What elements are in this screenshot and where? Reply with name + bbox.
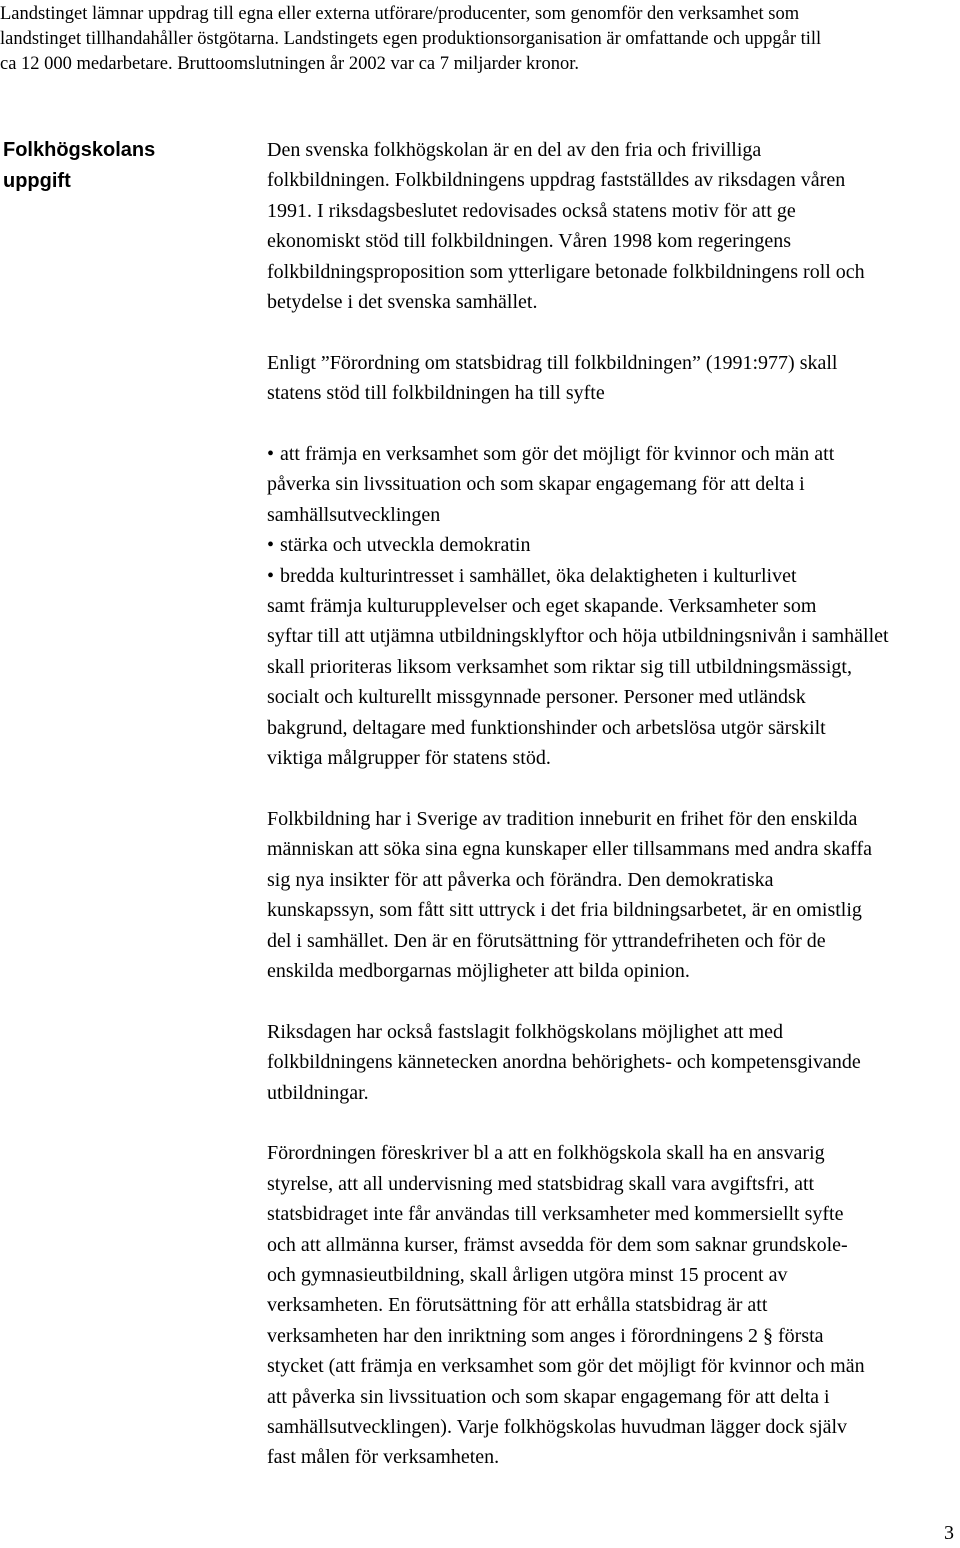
text-line: Riksdagen har också fastslagit folkhögskolans möjlighet att med (267, 1020, 784, 1043)
text-line: samhällsutvecklingen (267, 503, 441, 526)
paragraph-forordningen-foreskriver (267, 1138, 957, 1472)
text-line: Den svenska folkhögskolan är en del av den fria och frivilliga (267, 139, 762, 161)
purpose-bullet-list (267, 439, 957, 591)
paragraph-riksdagen (267, 1017, 957, 1108)
list-item (267, 530, 957, 560)
text-line: sig nya insikter för att påverka och förändra. Den demokratiska (267, 868, 774, 891)
text-line: statsbidraget inte får användas till verksamheter med kommersiellt syfte (267, 1203, 844, 1226)
text-line: bakgrund, deltagare med funktionshinder och arbetslösa utgör särskilt (267, 716, 826, 739)
text-line: människan att söka sina egna kunskaper eller tillsammans med andra skaffa (267, 838, 872, 861)
text-line: folkbildningsproposition som ytterligare betonade folkbildningens roll och (267, 260, 865, 283)
text-line: verksamheten. En förutsättning för att erhålla statsbidrag är att (267, 1294, 768, 1317)
text-line: ca 12 000 medarbetare. Bruttoomslutningen år 2002 var ca 7 miljarder kronor. (0, 54, 579, 74)
text-line: Folkbildning har i Sverige av tradition inneburit en frihet för den enskilda (267, 807, 858, 830)
text-line: syftar till att utjämna utbildningsklyftor och höja utbildningsnivån i samhället (267, 625, 889, 648)
text-line: del i samhället. Den är en förutsättning för yttrandefriheten och för de (267, 929, 826, 952)
text-line: landstinget tillhandahåller östgötarna. Landstingets egen produktionsorganisation är omfattande och uppgår till (0, 29, 822, 49)
text-line: Förordningen föreskriver bl a att en folkhögskola skall ha en ansvarig (267, 1142, 825, 1165)
text-line: enskilda medborgarnas möjligheter att bilda opinion. (267, 959, 690, 982)
paragraph-forordning (267, 348, 957, 409)
text-line: • stärka och utveckla demokratin (267, 530, 957, 560)
text-line: och gymnasieutbildning, skall årligen utgöra minst 15 procent av (267, 1263, 788, 1286)
text-line: Enligt ”Förordning om statsbidrag till folkbildningen” (1991:977) skall (267, 351, 838, 374)
text-line: samhällsutvecklingen). Varje folkhögskolas huvudman lägger dock själv (267, 1415, 848, 1438)
text-line: Landstinget lämnar uppdrag till egna eller externa utförare/producenter, som genomför den verksamhet som (0, 4, 800, 24)
text-line: stycket (att främja en verksamhet som gör det möjligt för kvinnor och män (267, 1355, 865, 1378)
text-line: samt främja kulturupplevelser och eget skapande. Verksamheter som (267, 595, 817, 618)
list-item (267, 561, 957, 591)
text-line: och att allmänna kurser, främst avsedda för dem som saknar grundskole- (267, 1233, 848, 1256)
bullet-icon: • (267, 443, 275, 466)
bullet-icon: • (267, 534, 275, 557)
text-line: verksamheten har den inriktning som anges i förordningens 2 § första (267, 1324, 824, 1347)
page-number: 3 (944, 1522, 954, 1544)
text-line: • att främja en verksamhet som gör det möjligt för kvinnor och män att (267, 439, 957, 469)
text-line: 1991. I riksdagsbeslutet redovisades också statens motiv för att ge (267, 199, 796, 222)
text-line: styrelse, att all undervisning med statsbidrag skall vara avgiftsfri, att (267, 1172, 815, 1195)
text-line: folkbildningen. Folkbildningens uppdrag fastställdes av riksdagen våren (267, 169, 846, 192)
text-line: kunskapssyn, som fått sitt uttryck i det fria bildningsarbetet, är en omistlig (267, 899, 862, 922)
paragraph-folkhogskolan (267, 135, 957, 317)
heading-line: Folkhögskolans (3, 139, 156, 161)
heading-line: uppgift (3, 170, 71, 192)
text-line: utbildningar. (267, 1081, 369, 1104)
text-line: folkbildningens kännetecken anordna behörighets- och kompetensgivande (267, 1051, 861, 1074)
text-line: viktiga målgrupper för statens stöd. (267, 747, 551, 770)
text-line: statens stöd till folkbildningen ha till syfte (267, 382, 605, 405)
text-line: fast målen för verksamheten. (267, 1446, 500, 1469)
text-line: socialt och kulturellt missgynnade personer. Personer med utländsk (267, 686, 806, 709)
text-line: påverka sin livssituation och som skapar engagemang för att delta i (267, 473, 805, 496)
text-line: att påverka sin livssituation och som skapar engagemang för att delta i (267, 1385, 830, 1408)
section-body (267, 135, 957, 1503)
text-line: • bredda kulturintresset i samhället, öka delaktigheten i kulturlivet (267, 561, 957, 591)
list-item (267, 439, 957, 530)
paragraph-verksamheter (267, 591, 957, 773)
intro-paragraph (0, 2, 960, 77)
bullet-icon: • (267, 564, 275, 587)
section-heading (3, 135, 203, 197)
text-line: skall prioriteras liksom verksamhet som riktar sig till utbildningsmässigt, (267, 655, 852, 678)
text-line: betydelse i det svenska samhället. (267, 291, 538, 314)
text-line: ekonomiskt stöd till folkbildningen. Våren 1998 kom regeringens (267, 230, 792, 253)
paragraph-folkbildning-frihet (267, 804, 957, 986)
